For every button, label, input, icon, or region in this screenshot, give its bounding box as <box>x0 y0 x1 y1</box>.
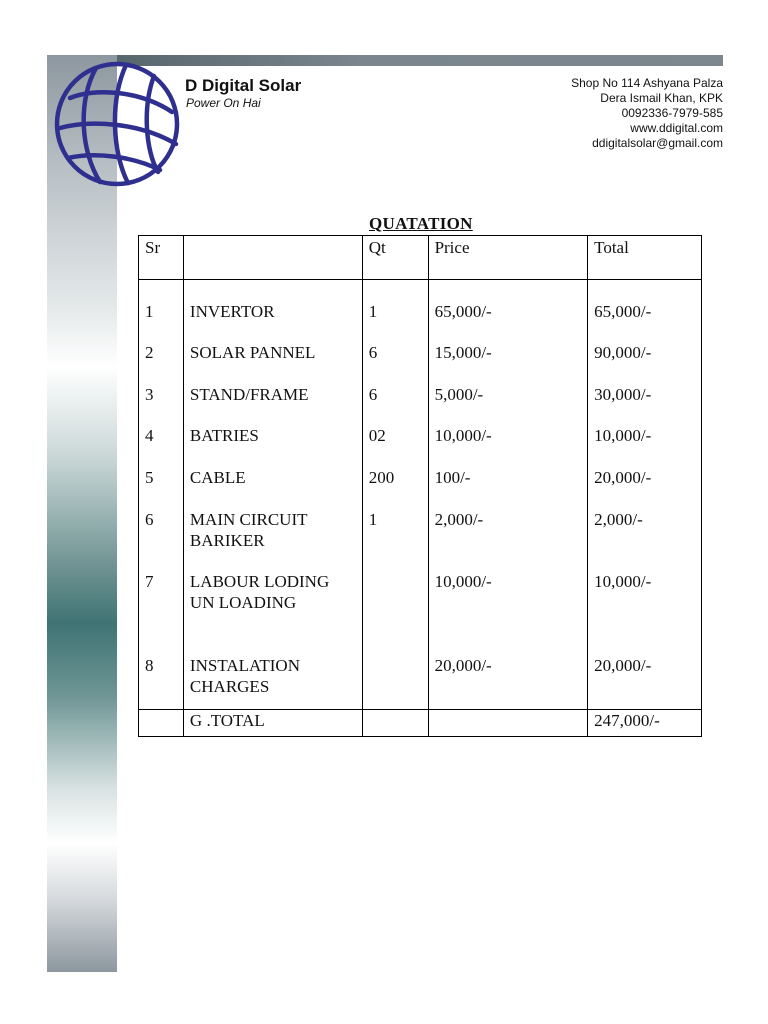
table-header-row <box>139 236 702 280</box>
grand-total-row <box>139 710 702 737</box>
cell-qty <box>362 655 428 710</box>
cell-item: MAIN CIRCUIT BARIKER <box>183 509 362 571</box>
address-line-2: Dera Ismail Khan, KPK <box>600 91 723 105</box>
decorative-top-band <box>117 55 723 66</box>
cell-total: 65,000/- <box>588 280 702 342</box>
cell-sr: 5 <box>139 467 184 509</box>
cell-total: 10,000/- <box>588 571 702 655</box>
cell-total: 20,000/- <box>588 655 702 710</box>
website-link[interactable]: www.ddigital.com <box>630 121 723 135</box>
cell-item: STAND/FRAME <box>183 384 362 425</box>
company-tagline: Power On Hai <box>186 96 261 110</box>
cell-sr: 4 <box>139 425 184 467</box>
globe-icon <box>54 60 180 188</box>
cell-qty: 1 <box>362 509 428 571</box>
cell-item: LABOUR LODING UN LOADING <box>183 571 362 655</box>
contact-block <box>571 76 723 151</box>
company-name: D Digital Solar <box>185 76 302 95</box>
table-row <box>139 509 702 571</box>
cell-total: 20,000/- <box>588 467 702 509</box>
cell-item: CABLE <box>183 467 362 509</box>
cell-total: 10,000/- <box>588 425 702 467</box>
cell-price: 15,000/- <box>428 342 588 384</box>
table-row <box>139 571 702 655</box>
header-total: Total <box>588 236 702 280</box>
decorative-side-band <box>47 55 117 972</box>
cell-price: 65,000/- <box>428 280 588 342</box>
address-line-1: Shop No 114 Ashyana Palza <box>571 76 723 90</box>
cell-price: 2,000/- <box>428 509 588 571</box>
quotation-table <box>138 235 702 737</box>
total-cell-blank <box>362 710 428 737</box>
header-sr: Sr <box>139 236 184 280</box>
cell-price: 10,000/- <box>428 425 588 467</box>
cell-qty <box>362 571 428 655</box>
cell-sr: 2 <box>139 342 184 384</box>
header-price: Price <box>428 236 588 280</box>
cell-qty: 6 <box>362 342 428 384</box>
table-row <box>139 384 702 425</box>
cell-sr: 1 <box>139 280 184 342</box>
phone-number: 0092336-7979-585 <box>621 106 723 120</box>
cell-price: 5,000/- <box>428 384 588 425</box>
table-row <box>139 280 702 342</box>
table-row <box>139 467 702 509</box>
cell-sr: 6 <box>139 509 184 571</box>
cell-price: 20,000/- <box>428 655 588 710</box>
cell-sr: 7 <box>139 571 184 655</box>
document-title: QUATATION <box>369 214 473 233</box>
cell-total: 2,000/- <box>588 509 702 571</box>
cell-total: 30,000/- <box>588 384 702 425</box>
grand-total-value: 247,000/- <box>588 710 702 737</box>
cell-item: SOLAR PANNEL <box>183 342 362 384</box>
cell-qty: 200 <box>362 467 428 509</box>
cell-qty: 6 <box>362 384 428 425</box>
total-cell-blank <box>139 710 184 737</box>
table-row <box>139 655 702 710</box>
cell-price: 100/- <box>428 467 588 509</box>
table-row <box>139 425 702 467</box>
total-cell-blank <box>428 710 588 737</box>
cell-sr: 8 <box>139 655 184 710</box>
cell-item: BATRIES <box>183 425 362 467</box>
email-link[interactable]: ddigitalsolar@gmail.com <box>592 136 723 150</box>
table-row <box>139 342 702 384</box>
cell-qty: 02 <box>362 425 428 467</box>
cell-item: INSTALATION CHARGES <box>183 655 362 710</box>
cell-qty: 1 <box>362 280 428 342</box>
cell-item: INVERTOR <box>183 280 362 342</box>
header-item <box>183 236 362 280</box>
cell-total: 90,000/- <box>588 342 702 384</box>
cell-price: 10,000/- <box>428 571 588 655</box>
grand-total-label: G .TOTAL <box>183 710 362 737</box>
header-qty: Qt <box>362 236 428 280</box>
cell-sr: 3 <box>139 384 184 425</box>
